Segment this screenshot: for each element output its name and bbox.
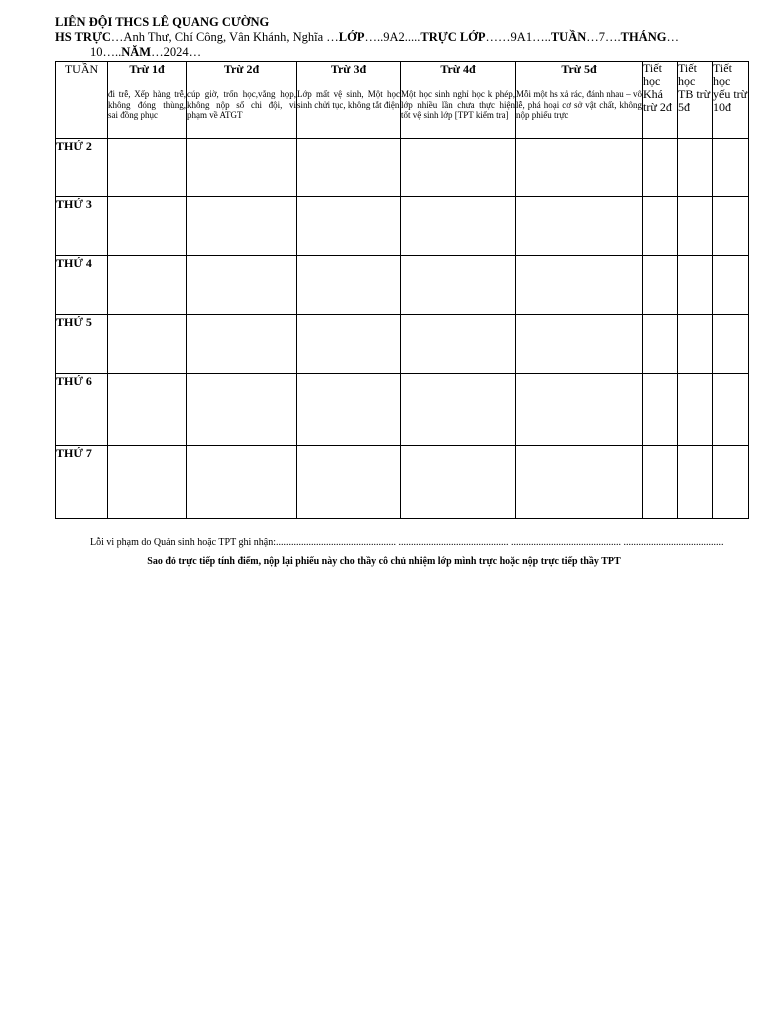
score-cell[interactable]	[643, 374, 678, 446]
rule-header-1	[108, 62, 187, 139]
day-label: THỨ 2	[56, 139, 108, 197]
day-label: THỨ 3	[56, 197, 108, 256]
rule-header-5	[516, 62, 643, 139]
day-label: THỨ 6	[56, 374, 108, 446]
truc-lop-value: ……9A1…..	[485, 30, 551, 44]
score-cell[interactable]	[297, 139, 401, 197]
rule-title: Trừ 4đ	[440, 62, 476, 76]
score-cell[interactable]	[516, 446, 643, 519]
rule-desc: Mỗi một hs xả rác, đánh nhau – vô lễ, phá hoại cơ sở vật chất, không nộp phiếu trực	[516, 89, 642, 120]
score-cell[interactable]	[401, 139, 516, 197]
rule-title: Trừ 2đ	[223, 62, 260, 76]
day-label: THỨ 5	[56, 315, 108, 374]
score-cell[interactable]	[516, 315, 643, 374]
score-cell[interactable]	[187, 197, 297, 256]
score-cell[interactable]	[678, 374, 713, 446]
lesson-yeu-header: Tiết học yếu trừ 10đ	[713, 62, 749, 139]
day-label: THỨ 4	[56, 256, 108, 315]
score-cell[interactable]	[297, 197, 401, 256]
score-cell[interactable]	[108, 139, 187, 197]
score-cell[interactable]	[187, 256, 297, 315]
score-cell[interactable]	[713, 446, 749, 519]
score-cell[interactable]	[108, 374, 187, 446]
score-cell[interactable]	[108, 315, 187, 374]
duty-line	[55, 30, 755, 45]
score-cell[interactable]	[108, 446, 187, 519]
rule-header-2	[187, 62, 297, 139]
score-cell[interactable]	[643, 446, 678, 519]
tuan-value: …7….	[586, 30, 621, 44]
score-cell[interactable]	[713, 315, 749, 374]
score-cell[interactable]	[643, 315, 678, 374]
rule-title: Trừ 3đ	[330, 62, 367, 76]
truc-lop-label: TRỰC LỚP	[420, 30, 486, 44]
rule-desc: Lớp mất vệ sinh, Một học sinh chửi tục, không tắt điện	[297, 89, 400, 110]
score-cell[interactable]	[516, 374, 643, 446]
rule-desc: đi trễ, Xếp hàng trễ, không đóng thùng, sai đồng phục	[108, 89, 186, 120]
table-row	[56, 139, 749, 197]
thang-label: THÁNG	[620, 30, 667, 44]
score-cell[interactable]	[516, 197, 643, 256]
violation-note: Lỗi vi phạm do Quản sinh hoặc TPT ghi nhận:................................................ ............................................ ............................................ ........................................	[90, 537, 724, 548]
lop-value: …..9A2.....	[364, 30, 421, 44]
score-cell[interactable]	[643, 139, 678, 197]
score-cell[interactable]	[713, 374, 749, 446]
tuan-label: TUẦN	[550, 30, 587, 44]
day-label: THỨ 7	[56, 446, 108, 519]
score-cell[interactable]	[401, 256, 516, 315]
score-cell[interactable]	[678, 446, 713, 519]
table-row	[56, 315, 749, 374]
table-row	[56, 256, 749, 315]
lesson-kha-header: Tiết học Khá trừ 2đ	[643, 62, 678, 139]
score-cell[interactable]	[678, 315, 713, 374]
nam-value: …2024…	[151, 45, 202, 59]
score-cell[interactable]	[516, 139, 643, 197]
score-cell[interactable]	[297, 315, 401, 374]
rule-title: Trừ 5đ	[561, 62, 597, 76]
score-cell[interactable]	[187, 315, 297, 374]
score-cell[interactable]	[678, 256, 713, 315]
score-cell[interactable]	[713, 197, 749, 256]
rule-desc: cúp giờ, trốn học,vắng họp, không nộp sổ chi đội, vi phạm về ATGT	[187, 89, 296, 120]
score-cell[interactable]	[643, 256, 678, 315]
nam-label: NĂM	[121, 45, 152, 59]
score-cell[interactable]	[401, 374, 516, 446]
corner-header: TUẦN	[56, 62, 108, 139]
score-cell[interactable]	[297, 446, 401, 519]
score-cell[interactable]	[297, 374, 401, 446]
score-cell[interactable]	[516, 256, 643, 315]
score-cell[interactable]	[713, 139, 749, 197]
score-cell[interactable]	[187, 139, 297, 197]
score-cell[interactable]	[401, 315, 516, 374]
table-row	[56, 446, 749, 519]
score-cell[interactable]	[187, 374, 297, 446]
score-cell[interactable]	[401, 197, 516, 256]
score-cell[interactable]	[108, 256, 187, 315]
table-header-row	[56, 62, 749, 139]
document-header	[55, 15, 755, 60]
hs-truc-value: …Anh Thư, Chí Công, Vân Khánh, Nghĩa …	[110, 30, 339, 44]
hs-truc-label: HS TRỰC	[55, 30, 111, 44]
score-cell[interactable]	[678, 197, 713, 256]
lesson-tb-header: Tiết học TB trừ 5đ	[678, 62, 713, 139]
rule-desc: Một học sinh nghỉ học k phép, lớp nhiều lần chưa thực hiện tốt vệ sinh lớp [TPT kiểm tra]	[401, 89, 515, 120]
thang-value-b: 10…..	[90, 45, 122, 59]
score-cell[interactable]	[713, 256, 749, 315]
rule-header-3	[297, 62, 401, 139]
submission-instruction: Sao đỏ trực tiếp tính điểm, nộp lại phiếu này cho thầy cô chủ nhiệm lớp mình trực hoặc nộp trực tiếp thầy TPT	[147, 556, 621, 567]
table-row	[56, 197, 749, 256]
score-cell[interactable]	[187, 446, 297, 519]
thang-value-a: …	[666, 30, 679, 44]
org-title: LIÊN ĐỘI THCS LÊ QUANG CƯỜNG	[55, 15, 270, 29]
score-cell[interactable]	[401, 446, 516, 519]
lop-label: LỚP	[338, 30, 365, 44]
rule-header-4	[401, 62, 516, 139]
table-row	[56, 374, 749, 446]
score-cell[interactable]	[643, 197, 678, 256]
duty-score-table	[55, 61, 749, 519]
date-line	[55, 45, 755, 60]
score-cell[interactable]	[108, 197, 187, 256]
rule-title: Trừ 1đ	[129, 62, 165, 76]
score-cell[interactable]	[678, 139, 713, 197]
score-cell[interactable]	[297, 256, 401, 315]
